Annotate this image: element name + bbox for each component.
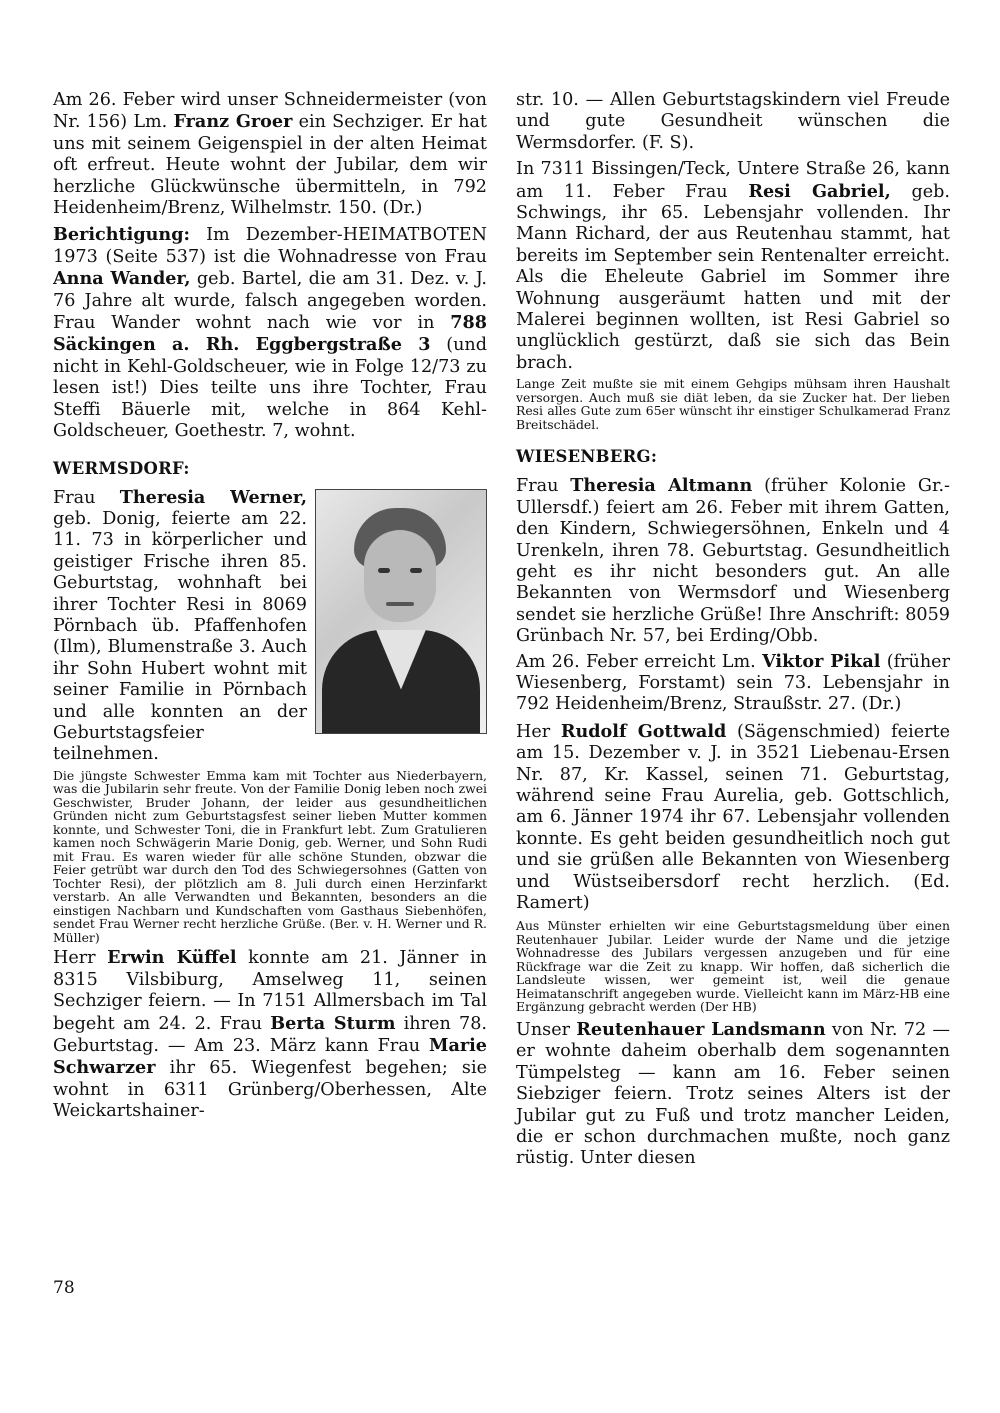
text-run: Unser	[516, 1019, 577, 1040]
text-run: In 7311 Bissingen/Teck, Untere Straße 26, kann am 11. Feber Frau	[516, 159, 950, 202]
text-run: ihr 65. Wiegenfest begehen; sie wohnt in 6311 Grünberg/Oberhessen, Alte Weickartshainer-	[53, 1058, 487, 1122]
wermsdorf-greeting-paragraph: str. 10. — Allen Geburtstagskindern viel Freude und gute Gesundheit wünschen die Wermsdorfer. (F. S).	[516, 90, 950, 153]
werner-birthday-paragraph	[53, 487, 487, 766]
page-number: 78	[53, 1278, 75, 1298]
person-name: Franz Groer	[173, 111, 293, 133]
person-name: Erwin Küffel	[107, 947, 237, 969]
person-name: Theresia Werner,	[119, 486, 308, 508]
text-run: ein Sechziger. Er hat uns mit seinem Geigenspiel in der alten Heimat oft erfreut. Heute wohnt der Jubilar, dem wir herzliche Glückwünsche übermitteln, in 792 Heidenheim/Brenz, Wilhelmstr. 150. (Dr.)	[53, 112, 487, 219]
text-run: Frau	[516, 476, 571, 497]
text-run: (früher Kolonie Gr.-Ullersdf.) feiert am 26. Feber mit ihrem Gatten, den Kindern, Schwiegersöhnen, Enkeln und 4 Urenkeln, ihren 78. Geburtstag. Gesundheitlich geht es ihr nicht besonders gut. An alle Bekannten von Wermsdorf und Wiesenberg sendet sie herzliche Grüße! Ihre Anschrift: 8059 Grünbach Nr. 57, bei Erding/Obb.	[516, 476, 950, 647]
portrait-photo	[315, 489, 487, 734]
werner-family-note: Die jüngste Schwester Emma kam mit Tochter aus Niederbayern, was die Jubilarin sehr freute. Von der Familie Donig leben noch zwei Geschwister, Bruder Johann, der leider aus gesundheitlichen Gründen nicht zum Geburtstagsfest seiner lieben Mutter kommen konnte, und Schwester Toni, die in Frankfurt lebt. Zum Gratulieren kamen noch Schwägerin Marie Donig, geb. Werner, und Sohn Rudi mit Frau. Es waren wieder für alle schöne Stunden, obzwar die Feier getrübt war durch den Tod des Schwiegersohnes (Gatten von Tochter Resi), der plötzlich am 8. Juli durch einen Herzinfarkt verstarb. An alle Verwandten und Bekannten, besonders an die einstigen Nachbarn und Kundschaften vom Gasthaus Siebenhöfen, sendet Frau Werner recht herzliche Grüße. (Ber. v. H. Werner und R. Müller)	[53, 767, 487, 945]
birthdays-paragraph	[53, 947, 487, 1122]
person-name: Viktor Pikal	[762, 650, 881, 672]
text-run: Herr	[53, 948, 108, 969]
text-run: Im Dezember-HEIMATBOTEN 1973 (Seite 537) ist die Wohnadresse von Frau	[53, 225, 487, 267]
muenster-note: Aus Münster erhielten wir eine Geburtstagsmeldung über einen Reutenhauer Jubilar. Leider wurde der Name und die jetzige Wohnadresse des Jubilars vergessen anzugeben und für eine Rückfrage war die Zeit zu knapp. Wir hoffen, daß sicherlich die Landsleute wissen, wer gemeint ist, weil die genaue Heimatanschrift angegeben wurde. Vielleicht kann im März-HB eine Ergänzung gebracht werden (Der HB)	[516, 918, 950, 1015]
text-run: von Nr. 72 — er wohnte daheim oberhalb dem sogenannten Tümpelsteg — kann am 16. Feber seinen Siebziger feiern. Trotz seines Alters ist der Jubilar gut zu Fuß und trotz mancher Leiden, die er schon durchmachen mußte, noch ganz rüstig. Unter diesen	[516, 1019, 950, 1169]
correction-label: Berichtigung:	[53, 224, 191, 246]
text-run: Her	[516, 721, 561, 742]
section-heading-wermsdorf: WERMSDORF:	[53, 458, 190, 478]
text-run: (Sägenschmied) feierte am 15. Dezember v. J. in 3521 Liebenau-Ersen Nr. 87, Kr. Kassel, seinen 71. Geburtstag, während seine Frau Aurelia, geb. Gottschlich, am 6. Jänner 1974 ihr 67. Lebensjahr vollenden konnte. Es geht beiden gesundheitlich noch gut und sie grüßen alle Bekannten von Wiesenberg und Wüstseibersdorf recht herzlich. (Ed. Ramert)	[516, 721, 950, 913]
text-run: (früher Wiesenberg, Forstamt) sein 73. Lebensjahr in 792 Heidenheim/Brenz, Straußstr. 27. (Dr.)	[516, 651, 950, 715]
text-run: (und nicht in Kehl-Goldscheuer, wie in Folge 12/73 zu lesen ist!) Dies teilte uns ihre Tochter, Frau Steffi Bäuerle mit, welche in 864 Kehl-Goldscheuer, Goethestr. 7, wohnt.	[53, 335, 487, 442]
gabriel-note: Lange Zeit mußte sie mit einem Gehgips mühsam ihren Haushalt versorgen. Auch muß sie diät leben, da sie Zucker hat. Der lieben Resi alles Gute zum 65er wünscht ihr einstiger Schulkamerad Franz Breitschädel.	[516, 376, 950, 432]
altmann-birthday-paragraph	[516, 475, 950, 647]
text-run: Am 26. Feber erreicht Lm.	[516, 651, 763, 672]
person-name: Reutenhauer Landsmann	[576, 1018, 826, 1040]
person-name: Berta Sturm	[270, 1012, 396, 1034]
gabriel-birthday-paragraph	[516, 159, 950, 374]
pikal-birthday-paragraph	[516, 651, 950, 716]
address-bold: 788 Säckingen a. Rh. Eggbergstraße 3	[53, 312, 487, 356]
person-name: Theresia Altmann	[570, 475, 753, 497]
gottwald-birthday-paragraph	[516, 721, 950, 915]
person-name: Anna Wander,	[53, 268, 191, 290]
left-column	[53, 90, 487, 1123]
person-name: Resi Gabriel,	[748, 180, 891, 202]
text-run: ihren 78. Geburtstag. — Am 23. März kann Frau	[53, 1013, 487, 1056]
text-run: Frau	[53, 487, 120, 508]
person-name: Marie Schwarzer	[53, 1034, 487, 1079]
text-run: geb. Bartel, die am 31. Dez. v. J. 76 Jahre alt wurde, falsch angegeben worden. Frau Wander wohnt nach wie vor in	[53, 269, 488, 334]
section-heading-wiesenberg: WIESENBERG:	[516, 447, 658, 467]
text-run: konnte am 21. Jänner in 8315 Vilsbiburg, Amselweg 11, seinen Sechziger feiern. — In 7151 Allmersbach im Tal begeht am 24. 2. Frau	[53, 948, 487, 1034]
person-name: Rudolf Gottwald	[560, 720, 727, 742]
reutenhau-birthday-paragraph	[516, 1019, 950, 1170]
text-run: geb. Donig, feierte am 22. 11. 73 in körperlicher und geistiger Frische ihren 85. Geburtstag, wohnhaft bei ihrer Tochter Resi in 8069 Pörnbach üb. Pfaffenhofen (Ilm), Blumenstraße 3. Auch ihr Sohn Hubert wohnt mit seiner Familie in Pörnbach und alle konnten an der Geburtstagsfeier teilnehmen.	[53, 508, 307, 765]
correction-paragraph	[53, 224, 487, 442]
right-column	[516, 90, 950, 1170]
text-run: geb. Schwings, ihr 65. Lebensjahr vollenden. Ihr Mann Richard, der aus Reutenhau stammt, hat bereits im September sein Rentenalter erreicht. Als die Eheleute Gabriel im Sommer ihre Wohnung ausgeräumt hatten und mit der Malerei beginnen wollten, ist Resi Gabriel so unglücklich gestürzt, daß sie sich das Bein brach.	[516, 181, 950, 373]
text-run: Am 26. Feber wird unser Schneidermeister (von Nr. 156) Lm.	[53, 90, 487, 133]
groer-birthday-paragraph	[53, 90, 487, 219]
